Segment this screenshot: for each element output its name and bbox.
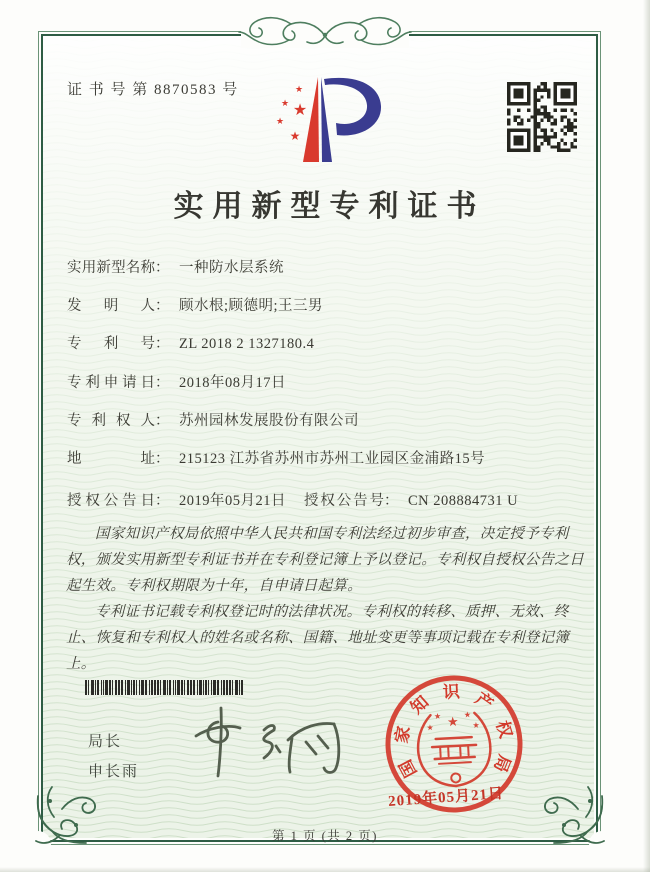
signature-icon: [188, 702, 348, 782]
svg-text:★: ★: [472, 720, 480, 731]
field-label: 专利申请日: [67, 375, 155, 391]
svg-text:★: ★: [446, 714, 460, 731]
field-value: 一种防水层系统: [179, 260, 284, 276]
svg-text:★: ★: [463, 710, 472, 720]
field-colon: ：: [155, 493, 170, 509]
field-label: 地址: [67, 451, 155, 467]
field-row-grant: [67, 489, 518, 510]
svg-text:★: ★: [433, 711, 442, 722]
field-label: 发明人: [67, 298, 155, 314]
field-row-address: [67, 447, 485, 468]
field-value: ZL 2018 2 1327180.4: [179, 336, 315, 352]
field-colon: ：: [155, 413, 170, 429]
field-colon: ：: [155, 336, 170, 352]
field-label: 专利权人: [67, 413, 155, 429]
svg-text:★: ★: [275, 117, 285, 127]
svg-text:识: 识: [442, 682, 461, 703]
svg-text:★: ★: [280, 99, 290, 109]
legal-paragraph: 专利证书记载专利权登记时的法律状况。专利权的转移、质押、无效、终止、恢复和专利权人的姓名或名称、国籍、地址变更等事项记载在专利登记簿上。: [66, 604, 570, 672]
field-colon: ：: [384, 493, 399, 509]
signer-block: [88, 727, 139, 787]
field-colon: ：: [155, 451, 170, 467]
signer-name: 申长雨: [88, 764, 140, 780]
page-footer: 第 1 页 (共 2 页): [272, 829, 378, 843]
scan-shadow: [0, 867, 650, 872]
legal-paragraph: 国家知识产权局依照中华人民共和国专利法经过初步审查，决定授予专利权，颁发实用新型专利证书并在专利登记簿上予以登记。专利权自授权公告之日起生效。专利权期限为十年，自申请日起算。: [66, 526, 584, 594]
qr-code: [507, 82, 577, 152]
field-colon: ：: [155, 260, 170, 276]
seal-date: 2019年05月21日: [387, 785, 505, 811]
svg-text:★: ★: [294, 85, 304, 95]
svg-text:国: 国: [395, 756, 421, 781]
field-colon: ：: [155, 375, 170, 391]
scan-shadow: [643, 0, 650, 872]
field-row-inventors: [67, 294, 323, 315]
svg-text:家: 家: [391, 724, 414, 745]
grant-no-label: 授权公告号: [304, 493, 384, 509]
grant-no-value: CN 208884731 U: [408, 493, 519, 509]
cnipa-logo-icon: [252, 74, 397, 166]
field-row-name: [67, 256, 284, 277]
svg-text:产: 产: [471, 688, 497, 715]
certificate-number: 证 书 号 第 8870583 号: [67, 82, 239, 98]
svg-text:★: ★: [292, 100, 308, 119]
svg-text:知: 知: [406, 692, 433, 718]
field-row-patent-no: [67, 332, 314, 353]
field-value: 215123 江苏省苏州市苏州工业园区金浦路15号: [179, 451, 486, 467]
barcode: [85, 680, 248, 695]
signer-title: 局长: [88, 734, 123, 750]
grant-date-value: 2019年05月21日: [179, 493, 286, 509]
field-value: 苏州园林发展股份有限公司: [179, 413, 359, 429]
field-row-filing-date: [67, 371, 286, 392]
svg-text:★: ★: [289, 129, 301, 143]
field-row-patentee: [67, 409, 359, 430]
top-flourish-icon: [215, 10, 435, 56]
field-label: 实用新型名称: [67, 260, 155, 276]
svg-text:局: 局: [490, 752, 515, 775]
svg-text:权: 权: [492, 718, 516, 741]
field-label: 专利号: [67, 336, 155, 352]
svg-text:★: ★: [426, 723, 434, 733]
national-emblem-icon: [416, 709, 492, 788]
certificate-title: 实用新型专利证书: [173, 190, 486, 223]
legal-text: [66, 521, 586, 677]
field-value: 2018年08月17日: [179, 375, 286, 391]
field-colon: ：: [155, 298, 170, 314]
grant-date-label: 授权公告日: [67, 493, 155, 509]
field-value: 顾水根;顾德明;王三男: [179, 298, 324, 314]
